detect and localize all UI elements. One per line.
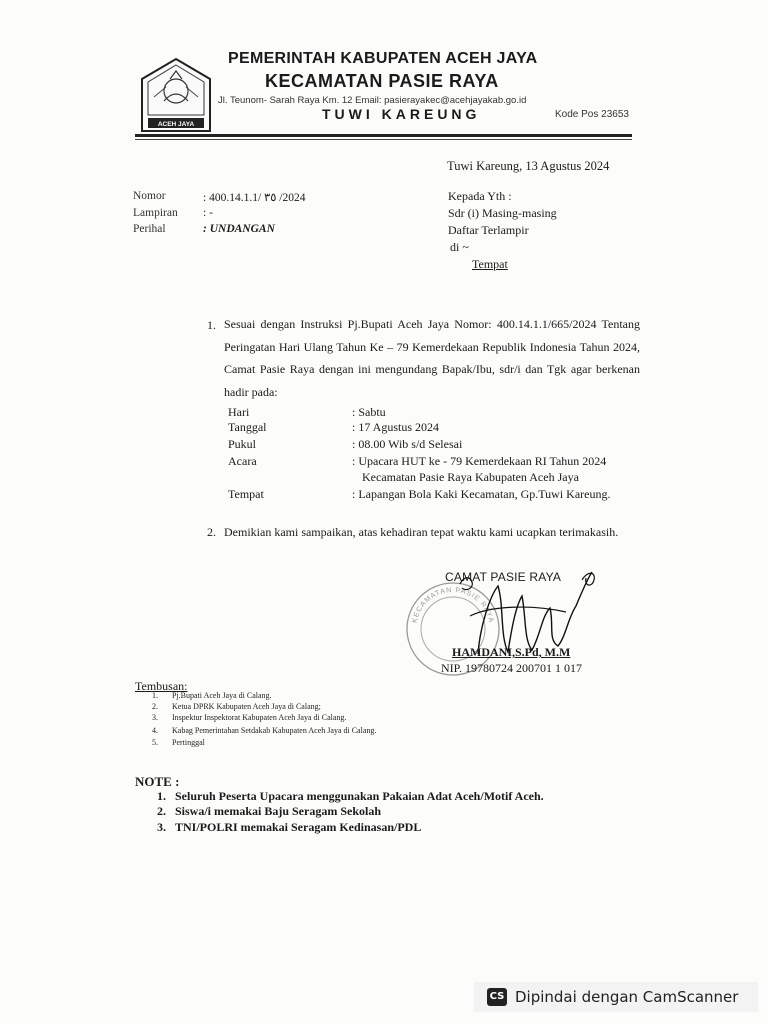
paragraph-1-number: 1. — [207, 318, 216, 332]
tembusan-item-2-number: 2. — [152, 702, 158, 711]
letterhead-rule — [135, 134, 632, 137]
note-item-3: TNI/POLRI memakai Seragam Kedinasan/PDL — [175, 820, 422, 834]
nomor-value: : 400.14.1.1/ ٣٥ /2024 — [203, 192, 306, 204]
camscanner-logo-icon: CS — [487, 988, 507, 1006]
detail-label-acara: Acara — [228, 454, 257, 468]
aceh-jaya-emblem-icon — [140, 57, 212, 133]
recipient-line-1: Kepada Yth : — [448, 189, 512, 203]
note-item-1-number: 1. — [157, 789, 166, 803]
signatory-nip: NIP. 19780724 200701 1 017 — [441, 661, 583, 675]
note-item-2: Siswa/i memakai Baju Seragam Sekolah — [175, 804, 382, 818]
recipient-line-3: Daftar Terlampir — [448, 223, 529, 237]
letterhead-village: TUWI KAREUNG — [322, 106, 481, 122]
paragraph-1: Sesuai dengan Instruksi Pj.Bupati Aceh Jaya Nomor: 400.14.1.1/665/2024 Tentang Peringatan Hari Ulang Tahun Ke – 79 Kemerdekaan Republik Indonesia Tahun 2024, Camat Pasie Raya dengan ini mengundang Bapak/Ibu, sdr/i dan Tgk agar berkenan hadir pada: — [224, 317, 640, 399]
detail-value-hari: : Sabtu — [352, 405, 386, 419]
detail-label-pukul: Pukul — [228, 437, 257, 451]
tembusan-item-3-number: 3. — [152, 713, 158, 722]
letter-date: Tuwi Kareung, 13 Agustus 2024 — [447, 159, 610, 173]
tembusan-item-3: Inspektur Inspektorat Kabupaten Aceh Jaya di Calang. — [172, 713, 347, 722]
letterhead-government: PEMERINTAH KABUPATEN ACEH JAYA — [228, 50, 538, 67]
paragraph-2-number: 2. — [207, 525, 216, 539]
perihal-label: Perihal — [133, 223, 166, 235]
nomor-label: Nomor — [133, 190, 166, 202]
detail-value-tempat: : Lapangan Bola Kaki Kecamatan, Gp.Tuwi Kareung. — [352, 487, 611, 501]
note-item-2-number: 2. — [157, 804, 166, 818]
letterhead-rule-thin — [135, 139, 632, 140]
recipient-line-4: di ~ — [450, 240, 469, 254]
tembusan-item-5: Pertinggal — [172, 738, 205, 747]
detail-value-acara-cont: Kecamatan Pasie Raya Kabupaten Aceh Jaya — [362, 470, 579, 484]
letterhead-district: KECAMATAN PASIE RAYA — [265, 71, 499, 91]
detail-value-pukul: : 08.00 Wib s/d Selesai — [352, 437, 463, 451]
recipient-place: Tempat — [472, 257, 508, 271]
tembusan-item-5-number: 5. — [152, 738, 158, 747]
stamp-text: KECAMATAN PASIE RAYA — [411, 586, 495, 624]
detail-label-hari: Hari — [228, 405, 250, 419]
detail-value-acara: : Upacara HUT ke - 79 Kemerdekaan RI Tahun 2024 — [352, 454, 607, 468]
lampiran-label: Lampiran — [133, 207, 178, 219]
tembusan-item-1: Pj.Bupati Aceh Jaya di Calang. — [172, 691, 272, 700]
tembusan-item-4: Kabag Pemerintahan Setdakab Kabupaten Aceh Jaya di Calang. — [172, 726, 377, 735]
letterhead-address: Jl. Teunom- Sarah Raya Km. 12 Email: pasierayakec@acehjayakab.go.id — [218, 95, 527, 106]
detail-label-tempat: Tempat — [228, 487, 264, 501]
tembusan-item-4-number: 4. — [152, 726, 158, 735]
note-heading: NOTE : — [135, 774, 180, 789]
signatory-title: CAMAT PASIE RAYA — [445, 570, 562, 584]
letterhead-postal-code: Kode Pos 23653 — [555, 109, 629, 120]
signatory-name: HAMDANI,S.Pd, M.M — [452, 645, 571, 659]
paragraph-2: Demikian kami sampaikan, atas kehadiran tepat waktu kami ucapkan terimakasih. — [224, 525, 619, 539]
tembusan-label: Tembusan: — [135, 679, 188, 693]
detail-label-tanggal: Tanggal — [228, 420, 267, 434]
lampiran-value: : - — [203, 207, 213, 219]
note-item-1: Seluruh Peserta Upacara menggunakan Pakaian Adat Aceh/Motif Aceh. — [175, 789, 544, 803]
recipient-line-2: Sdr (i) Masing-masing — [448, 206, 557, 220]
tembusan-item-2: Ketua DPRK Kabupaten Aceh Jaya di Calang; — [172, 702, 321, 711]
detail-value-tanggal: : 17 Agustus 2024 — [352, 420, 440, 434]
emblem-label: ACEH JAYA — [157, 121, 195, 128]
camscanner-label: Dipindai dengan CamScanner — [515, 988, 739, 1006]
perihal-value: : UNDANGAN — [203, 223, 275, 235]
tembusan-item-1-number: 1. — [152, 691, 158, 700]
note-item-3-number: 3. — [157, 820, 166, 834]
